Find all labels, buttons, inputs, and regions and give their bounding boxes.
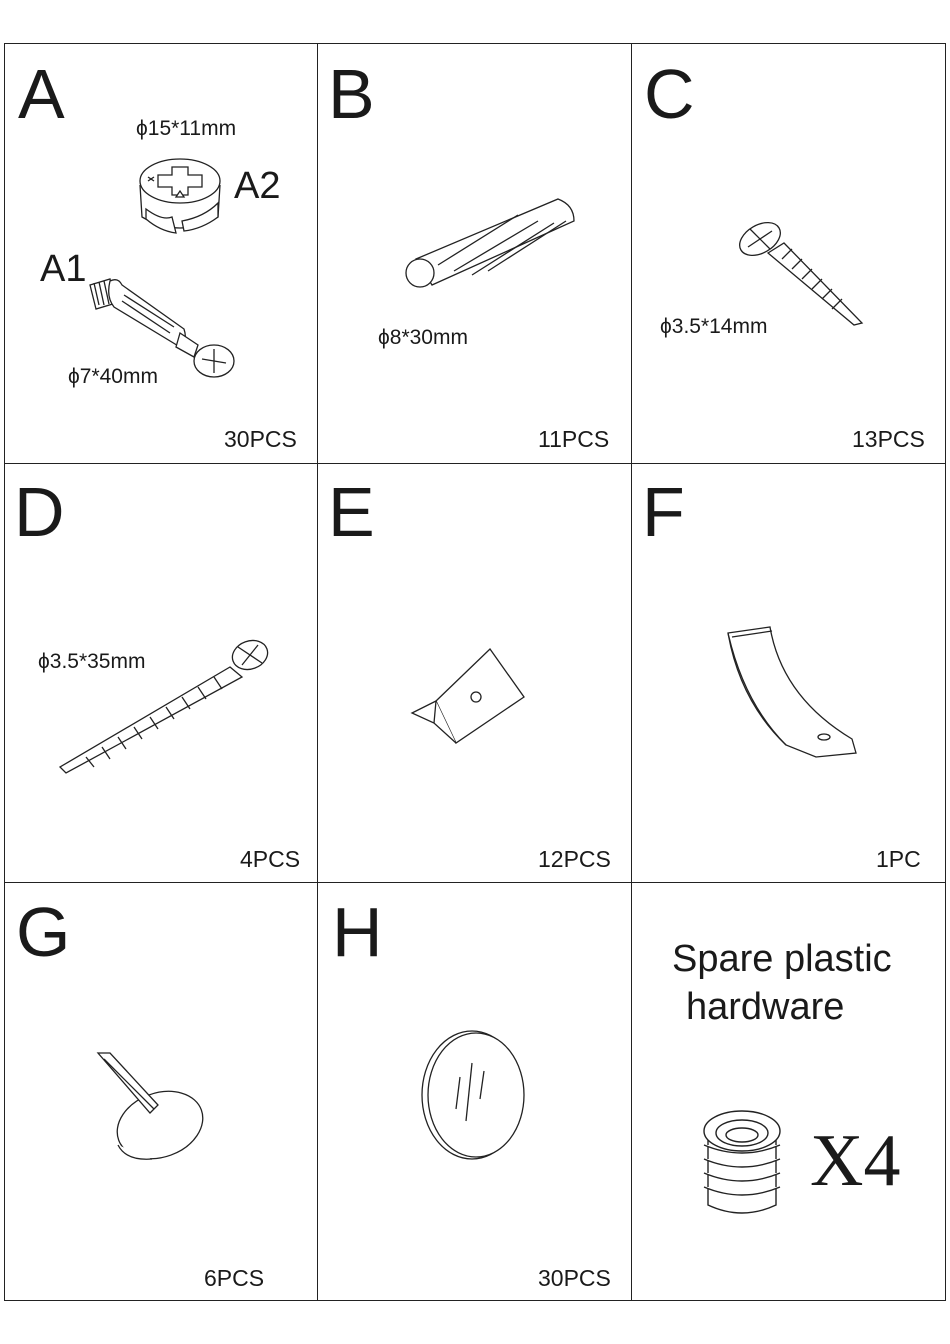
part-letter: E [328,473,374,551]
curved-strap-icon [724,623,864,763]
dimension-label: ϕ7*40mm [68,365,158,388]
part-letter: C [644,55,694,133]
cell-a [4,43,318,463]
long-screw-icon [54,633,274,783]
part-letter: A [18,55,64,133]
quantity-label: 11PCS [538,426,610,452]
dimension-label: ϕ15*11mm [136,117,237,140]
sub-part-label: A2 [234,165,281,207]
wood-dowel-icon [398,193,578,303]
part-letter: G [16,893,70,971]
quantity-label: 1PC [876,846,921,872]
cell-g [4,883,318,1302]
plastic-insert-icon [700,1109,784,1219]
spare-title-line: Spare plastic [672,938,892,980]
part-letter: F [642,473,684,551]
quantity-label: 30PCS [538,1265,611,1291]
sub-part-label: A1 [40,248,87,290]
dimension-label: ϕ8*30mm [378,326,468,349]
quantity-label: 30PCS [224,426,297,452]
cell-f [632,463,946,883]
cell-b [318,43,632,463]
part-letter: H [332,893,382,971]
cell-spare [632,883,946,1302]
part-letter: D [14,473,64,551]
quantity-label: 13PCS [852,426,925,452]
cam-bolt-icon [84,275,244,385]
quantity-label: 12PCS [538,846,611,872]
cell-h [318,883,632,1302]
spare-title-line: hardware [686,986,845,1028]
cell-e [318,463,632,883]
multiplier-label: X4 [810,1120,901,1202]
cam-lock-icon [132,147,232,247]
part-letter: B [328,55,374,133]
corner-bracket-icon [404,641,534,751]
dimension-label: ϕ3.5*14mm [660,315,768,338]
dimension-label: ϕ3.5*35mm [38,650,146,673]
quantity-label: 4PCS [240,846,301,872]
nail-glide-icon [96,1049,216,1169]
cell-d [4,463,318,883]
felt-pad-icon [418,1029,528,1163]
quantity-label: 6PCS [204,1265,265,1291]
cell-c [632,43,946,463]
